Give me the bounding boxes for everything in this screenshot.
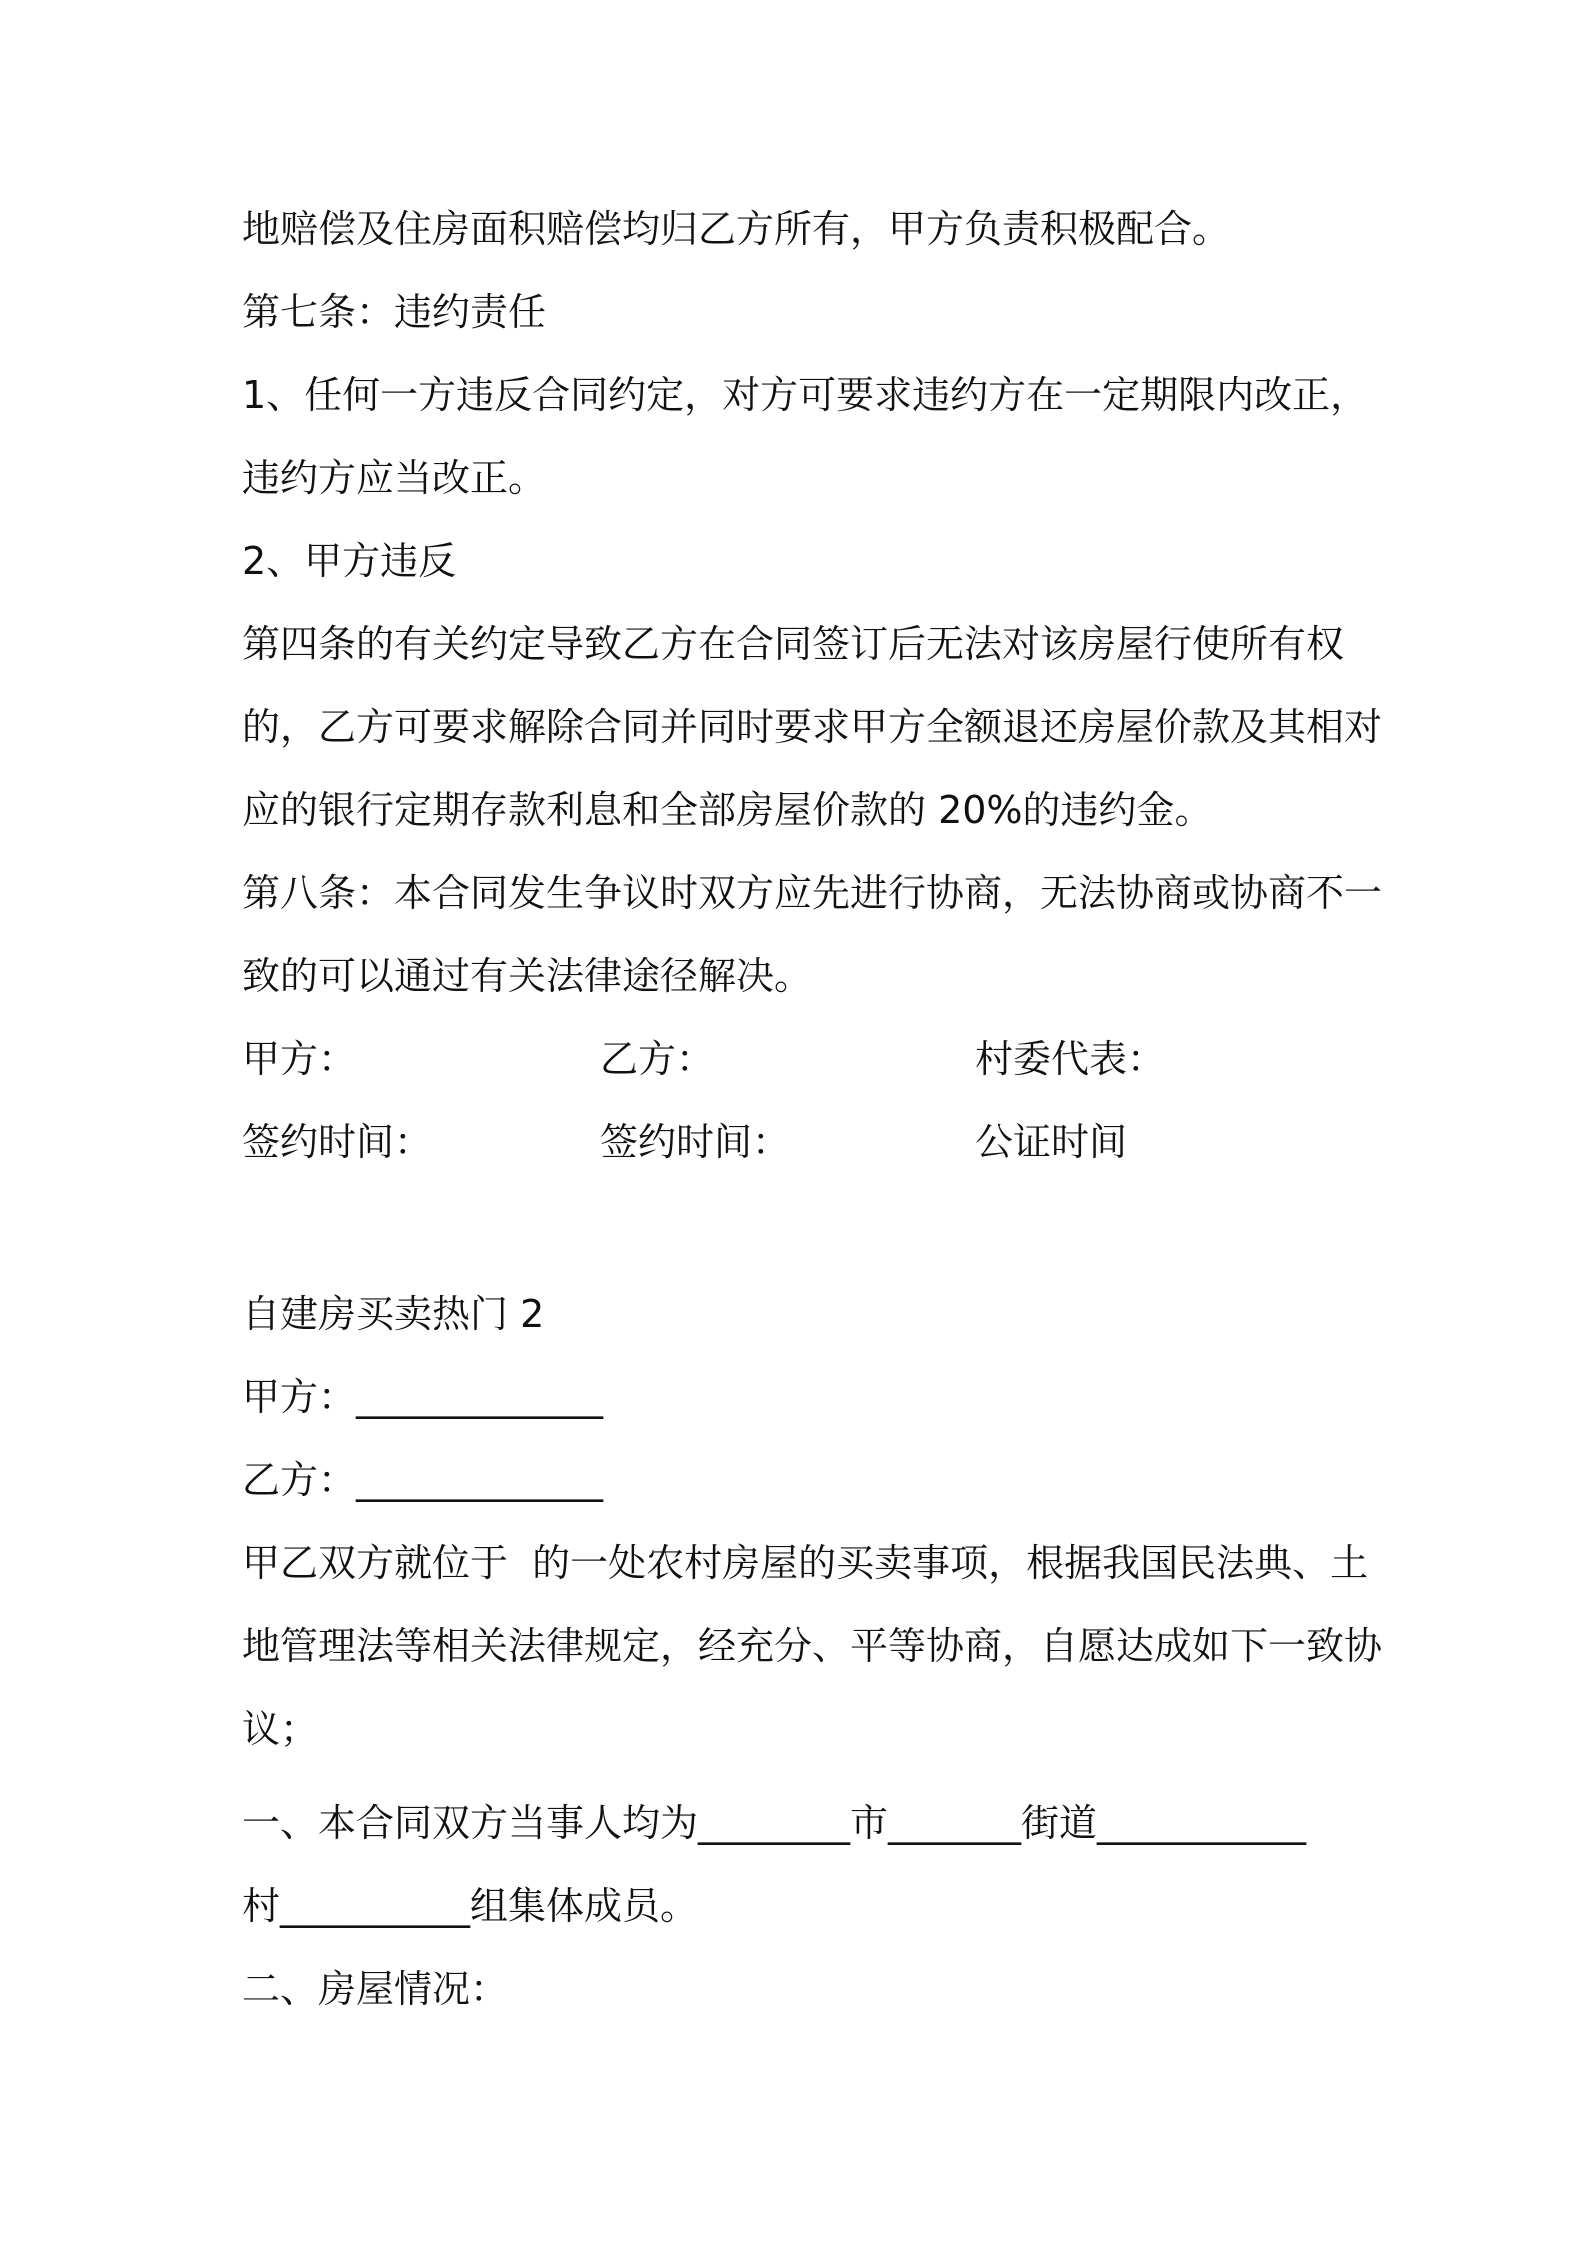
signature-party-a: 甲方： [242, 1037, 357, 1081]
text-line: 2、甲方违反 [242, 539, 457, 583]
signing-time-b: 签约时间： [600, 1120, 791, 1164]
text-line: 地赔偿及住房面积赔偿均归乙方所有，甲方负责积极配合。 [242, 207, 1231, 251]
text-line: 第四条的有关约定导致乙方在合同签订后无法对该房屋行使所有权 [242, 622, 1345, 666]
clause-1-line: 一、本合同双方当事人均为________市_______街道___________ [242, 1801, 1307, 1845]
signing-time-a: 签约时间： [242, 1120, 433, 1164]
article-7-heading: 第七条：违约责任 [242, 290, 547, 334]
party-a-line: 甲方：_____________ [242, 1375, 604, 1419]
article-8-text: 第八条：本合同发生争议时双方应先进行协商，无法协商或协商不一 [242, 871, 1383, 915]
text-line: 应的银行定期存款利息和全部房屋价款的 20%的违约金。 [242, 788, 1213, 832]
clause-1-line: 村__________组集体成员。 [242, 1884, 699, 1928]
signature-party-b: 乙方： [600, 1037, 715, 1081]
intro-paragraph-line: 甲乙双方就位于 的一处农村房屋的买卖事项，根据我国民法典、土 [242, 1541, 1369, 1585]
text-line: 1、任何一方违反合同约定，对方可要求违约方在一定期限内改正， [242, 373, 1369, 417]
party-b-line: 乙方：_____________ [242, 1458, 604, 1502]
signature-village-rep: 村委代表： [975, 1037, 1166, 1081]
text-line: 的，乙方可要求解除合同并同时要求甲方全额退还房屋价款及其相对 [242, 705, 1383, 749]
intro-paragraph-line: 地管理法等相关法律规定，经充分、平等协商，自愿达成如下一致协 [242, 1624, 1383, 1668]
clause-2-heading: 二、房屋情况： [242, 1967, 509, 2011]
section-title: 自建房买卖热门 2 [242, 1292, 545, 1336]
text-line: 致的可以通过有关法律途径解决。 [242, 954, 813, 998]
text-line: 违约方应当改正。 [242, 456, 547, 500]
intro-paragraph-line: 议； [242, 1707, 319, 1751]
notary-time: 公证时间 [975, 1120, 1128, 1164]
